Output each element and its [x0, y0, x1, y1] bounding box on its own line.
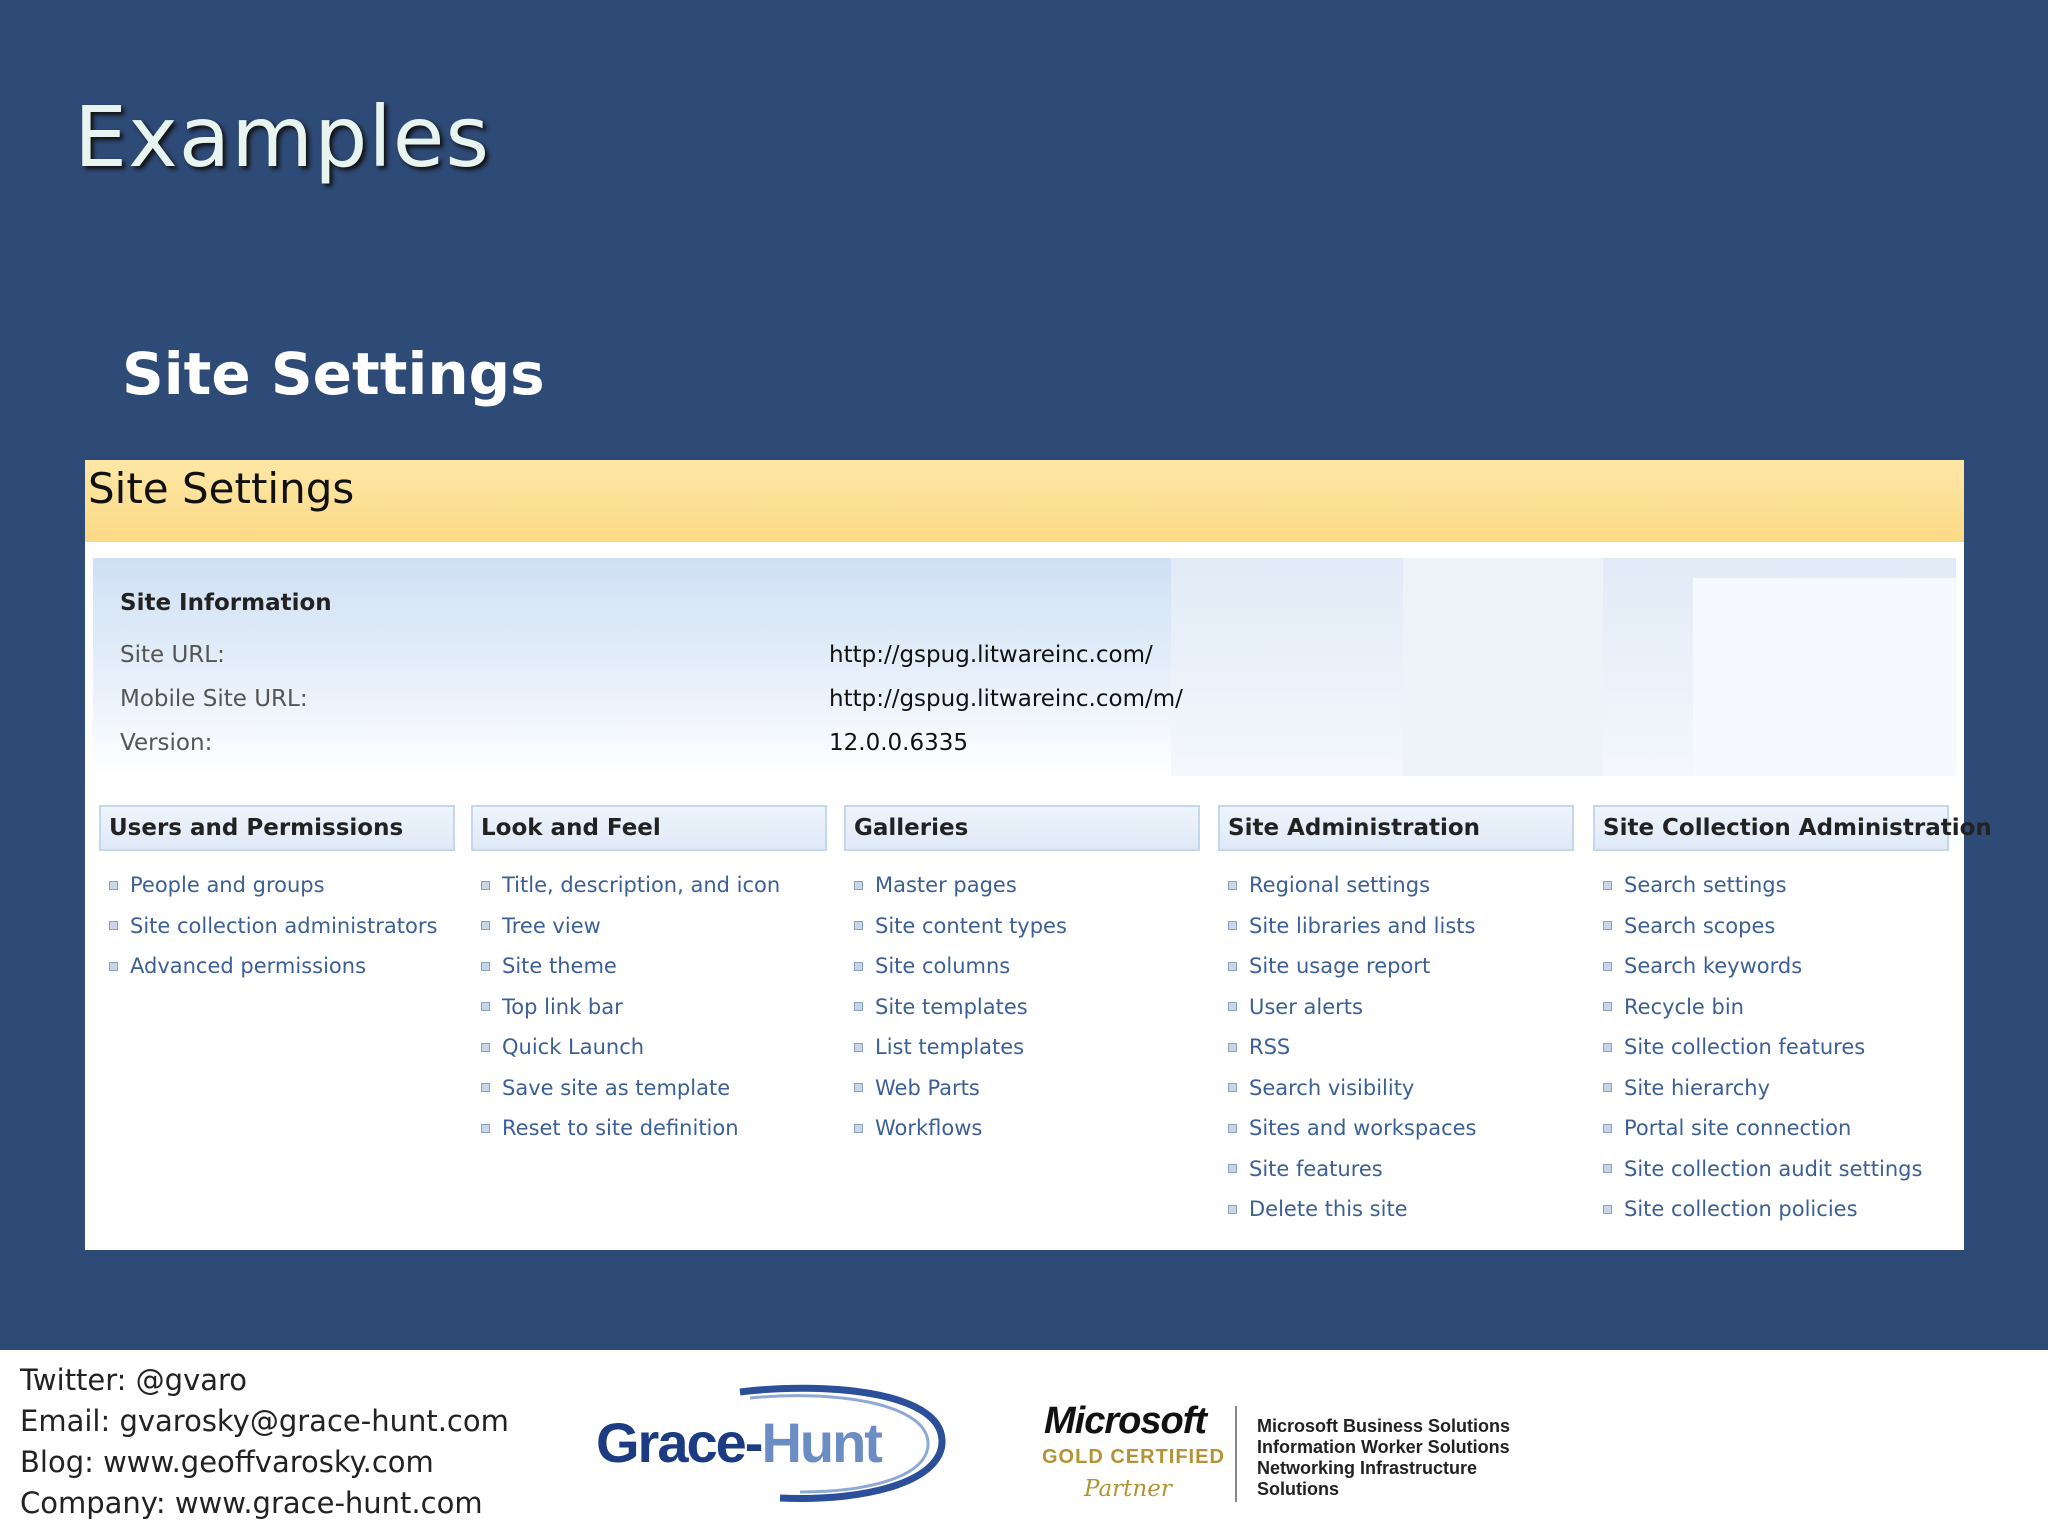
site-url-label: Site URL: [120, 642, 225, 668]
site-settings-page-title: Site Settings [88, 464, 355, 513]
settings-link[interactable]: Quick Launch [481, 1027, 827, 1068]
section-header: Look and Feel [471, 805, 827, 851]
slide-footer [0, 1350, 2048, 1536]
version-label: Version: [120, 730, 213, 756]
background-decoration [1693, 578, 1956, 776]
settings-link[interactable]: Site usage report [1228, 946, 1574, 987]
site-settings-screenshot [85, 460, 1992, 1250]
mobile-site-url-label: Mobile Site URL: [120, 686, 308, 712]
email-line: Email: gvarosky@grace-hunt.com [20, 1404, 509, 1438]
solution-line: Microsoft Business Solutions [1257, 1416, 1511, 1436]
bullet-icon [854, 1002, 863, 1011]
settings-link[interactable]: Tree view [481, 906, 827, 947]
bullet-icon [1228, 921, 1237, 930]
settings-link[interactable]: Workflows [854, 1108, 1200, 1149]
settings-link[interactable]: Search scopes [1603, 906, 1949, 947]
bullet-icon [1603, 1164, 1612, 1173]
site-collection-administration-section [1593, 805, 1992, 1230]
bullet-icon [854, 921, 863, 930]
bullet-icon [1603, 921, 1612, 930]
settings-link[interactable]: Site collection audit settings [1603, 1149, 1949, 1190]
section-header: Site Collection Administration [1593, 805, 1949, 851]
bullet-icon [1228, 1164, 1237, 1173]
bullet-icon [1603, 1002, 1612, 1011]
bullet-icon [854, 1083, 863, 1092]
users-and-permissions-section [99, 805, 455, 987]
settings-link[interactable]: People and groups [109, 865, 455, 906]
bullet-icon [481, 1043, 490, 1052]
bullet-icon [481, 1083, 490, 1092]
look-and-feel-section [471, 805, 827, 1149]
background-decoration [1403, 558, 1603, 776]
settings-link[interactable]: Site columns [854, 946, 1200, 987]
bullet-icon [481, 962, 490, 971]
settings-link[interactable]: List templates [854, 1027, 1200, 1068]
settings-link[interactable]: Search settings [1603, 865, 1949, 906]
bullet-icon [1603, 1043, 1612, 1052]
bullet-icon [854, 962, 863, 971]
bullet-icon [1228, 1043, 1237, 1052]
contact-info [20, 1360, 509, 1524]
settings-link[interactable]: Site collection policies [1603, 1189, 1949, 1230]
settings-link[interactable]: Advanced permissions [109, 946, 455, 987]
settings-link[interactable]: Sites and workspaces [1228, 1108, 1574, 1149]
microsoft-wordmark: Microsoft [1044, 1400, 1206, 1442]
settings-link[interactable]: Search keywords [1603, 946, 1949, 987]
site-information-panel [93, 558, 1956, 776]
solutions-list [1257, 1416, 1560, 1500]
bullet-icon [1228, 1205, 1237, 1214]
settings-link[interactable]: Master pages [854, 865, 1200, 906]
settings-link[interactable]: Save site as template [481, 1068, 827, 1109]
settings-link[interactable]: Search visibility [1228, 1068, 1574, 1109]
badge-divider [1235, 1406, 1237, 1502]
site-settings-header [85, 460, 1964, 542]
settings-link[interactable]: Site theme [481, 946, 827, 987]
settings-link[interactable]: Site collection features [1603, 1027, 1949, 1068]
settings-link[interactable]: Site templates [854, 987, 1200, 1028]
twitter-line: Twitter: @gvaro [20, 1363, 248, 1397]
settings-link[interactable]: Reset to site definition [481, 1108, 827, 1149]
settings-link[interactable]: Top link bar [481, 987, 827, 1028]
settings-link[interactable]: Regional settings [1228, 865, 1574, 906]
bullet-icon [1228, 962, 1237, 971]
bullet-icon [1228, 1124, 1237, 1133]
bullet-icon [481, 921, 490, 930]
settings-link[interactable]: Site libraries and lists [1228, 906, 1574, 947]
bullet-icon [854, 1124, 863, 1133]
site-information-heading: Site Information [120, 590, 332, 616]
bullet-icon [109, 921, 118, 930]
settings-link[interactable]: Title, description, and icon [481, 865, 827, 906]
bullet-icon [481, 1002, 490, 1011]
bullet-icon [854, 1043, 863, 1052]
section-header: Site Administration [1218, 805, 1574, 851]
microsoft-partner-badge [1040, 1400, 1560, 1510]
bullet-icon [1603, 1083, 1612, 1092]
gold-certified-label: GOLD CERTIFIED [1042, 1446, 1225, 1468]
section-header: Galleries [844, 805, 1200, 851]
settings-link[interactable]: Site hierarchy [1603, 1068, 1949, 1109]
grace-hunt-wordmark: Grace-Hunt [596, 1411, 881, 1474]
bullet-icon [1228, 1002, 1237, 1011]
settings-link[interactable]: RSS [1228, 1027, 1574, 1068]
slide-subtitle: Site Settings [122, 340, 545, 408]
bullet-icon [109, 962, 118, 971]
company-line: Company: www.grace-hunt.com [20, 1486, 483, 1520]
settings-link[interactable]: Delete this site [1228, 1189, 1574, 1230]
bullet-icon [854, 881, 863, 890]
site-administration-section [1218, 805, 1574, 1230]
galleries-section [844, 805, 1200, 1149]
blog-line: Blog: www.geoffvarosky.com [20, 1445, 434, 1479]
settings-link[interactable]: User alerts [1228, 987, 1574, 1028]
bullet-icon [1228, 1083, 1237, 1092]
slide-title: Examples [74, 88, 491, 186]
section-header: Users and Permissions [99, 805, 455, 851]
bullet-icon [1603, 1124, 1612, 1133]
bullet-icon [1603, 1205, 1612, 1214]
settings-link[interactable]: Site features [1228, 1149, 1574, 1190]
grace-hunt-logo [590, 1380, 950, 1506]
mobile-site-url-value: http://gspug.litwareinc.com/m/ [829, 686, 1183, 712]
bullet-icon [109, 881, 118, 890]
settings-link[interactable]: Portal site connection [1603, 1108, 1949, 1149]
partner-label: Partner [1084, 1476, 1172, 1502]
bullet-icon [1603, 962, 1612, 971]
settings-link[interactable]: Web Parts [854, 1068, 1200, 1109]
bullet-icon [481, 881, 490, 890]
solution-line: Information Worker Solutions [1257, 1437, 1510, 1457]
settings-link[interactable]: Site content types [854, 906, 1200, 947]
bullet-icon [481, 1124, 490, 1133]
bullet-icon [1228, 881, 1237, 890]
solution-line: Networking Infrastructure Solutions [1257, 1458, 1478, 1499]
settings-link[interactable]: Site collection administrators [109, 906, 455, 947]
bullet-icon [1603, 881, 1612, 890]
settings-link[interactable]: Recycle bin [1603, 987, 1949, 1028]
site-url-value: http://gspug.litwareinc.com/ [829, 642, 1153, 668]
version-value: 12.0.0.6335 [829, 730, 968, 756]
